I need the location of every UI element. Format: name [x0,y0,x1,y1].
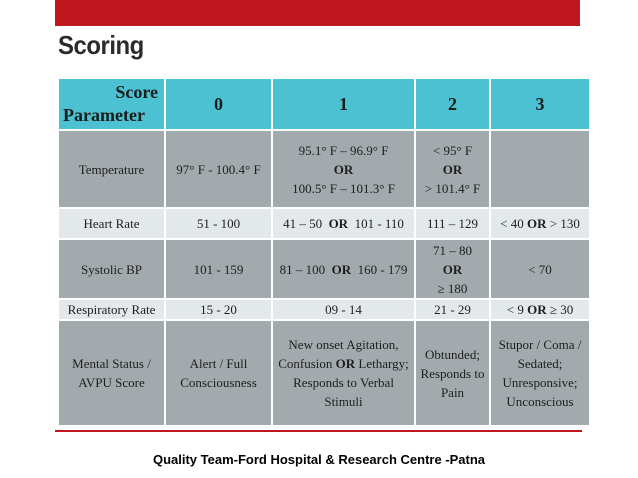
param-cell [58,320,165,426]
score-1-cell: 09 - 14 [272,299,415,320]
param-cell: Heart Rate [58,208,165,239]
slide-title: Scoring [58,30,144,60]
score-0-cell [165,320,272,426]
cell-line: Consciousness [180,375,257,390]
corner-cell [58,78,165,130]
cell-line: Pain [440,384,465,400]
score-2-cell: 21 - 29 [415,299,490,320]
cell-line: Obtunded; [425,346,480,362]
score-0-cell: 101 - 159 [165,239,272,299]
cell-line: 71 – 80 [433,242,472,258]
cell-text: Confusion [278,356,333,371]
column-header-1: 1 [272,78,415,130]
cell-text: < 9 [506,302,524,317]
cell-line: Responds to Verbal [293,375,394,390]
cell-text: ≥ 30 [549,302,574,317]
table-row-heart-rate [58,208,590,239]
score-2-cell [415,130,490,208]
or-label: OR [442,161,463,177]
bottom-divider [55,430,582,432]
cell-text: < 40 [500,216,524,231]
cell-line: AVPU Score [78,375,145,390]
cell-line: New onset Agitation, [288,337,399,352]
cell-line: Stupor / Coma / [498,337,582,352]
score-2-cell: 111 – 129 [415,208,490,239]
top-accent-bar [55,0,580,26]
or-label: OR [328,216,349,231]
param-cell: Temperature [58,130,165,208]
score-3-cell [490,130,590,208]
cell-line: Responds to [420,365,485,381]
score-3-cell [490,208,590,239]
cell-line: Stimuli [324,394,363,409]
score-1-cell [272,320,415,426]
param-cell: Respiratory Rate [58,299,165,320]
or-label: OR [331,261,352,277]
or-label: OR [527,216,547,231]
score-3-cell: < 70 [490,239,590,299]
cell-line: ≥ 180 [437,280,468,296]
or-label: OR [527,302,547,317]
table-row-respiratory-rate [58,299,590,320]
table-row-systolic-bp [58,239,590,299]
scoring-table [57,77,591,427]
corner-parameter-label: Parameter [63,105,145,125]
score-0-cell: 51 - 100 [165,208,272,239]
score-1-cell [272,208,415,239]
cell-text: Lethargy; [358,356,409,371]
column-header-0: 0 [165,78,272,130]
column-header-3: 3 [490,78,590,130]
table-header-row [58,78,590,130]
cell-text: 101 - 110 [354,216,404,231]
cell-text: > 130 [549,216,580,231]
cell-text: 81 – 100 [279,261,326,277]
cell-line: 100.5° F – 101.3° F [292,180,395,196]
score-0-cell: 15 - 20 [165,299,272,320]
cell-line: Unconscious [506,394,574,409]
or-label: OR [335,356,356,371]
cell-line: Mental Status / [72,356,151,371]
cell-line: < 95° F [432,142,473,158]
score-3-cell [490,320,590,426]
cell-text: 41 – 50 [283,216,323,231]
cell-line: Unresponsive; [502,375,578,390]
corner-score-label: Score [115,82,158,102]
param-cell: Systolic BP [58,239,165,299]
footer-text: Quality Team-Ford Hospital & Research Centre -Patna [152,452,486,467]
cell-line: Alert / Full [189,356,248,371]
cell-line: Sedated; [517,356,563,371]
score-3-cell [490,299,590,320]
score-2-cell [415,239,490,299]
column-header-2: 2 [415,78,490,130]
or-label: OR [442,261,463,277]
cell-line: 95.1° F – 96.9° F [298,142,389,158]
cell-text: 160 - 179 [357,261,408,277]
or-label: OR [333,161,354,177]
score-0-cell: 97° F - 100.4° F [165,130,272,208]
cell-line: > 101.4° F [424,180,481,196]
score-1-cell [272,130,415,208]
score-2-cell [415,320,490,426]
table-row-temperature [58,130,590,208]
score-1-cell [272,239,415,299]
table-row-mental-status [58,320,590,426]
